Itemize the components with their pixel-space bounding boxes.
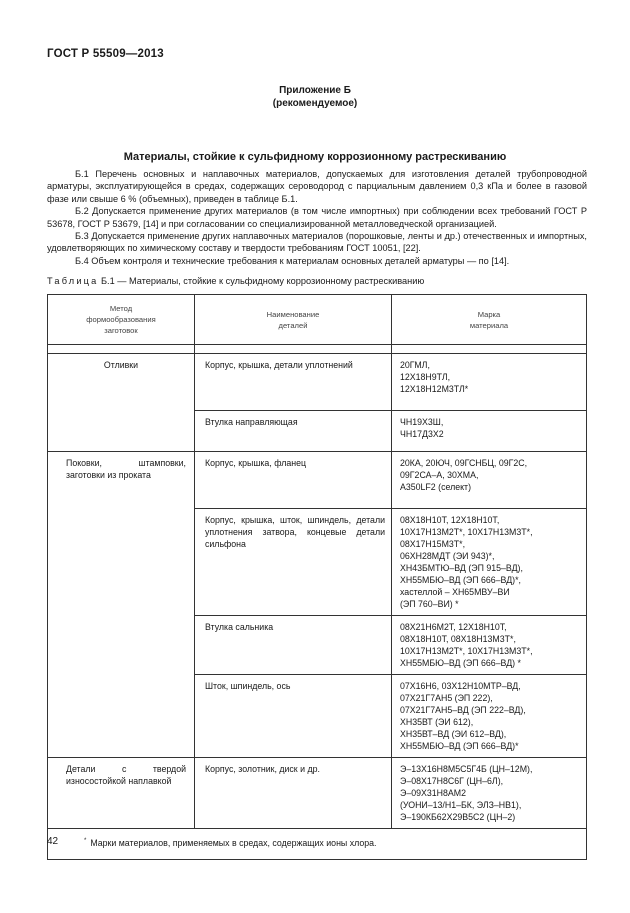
materials-cell: ЧН19Х3Ш, ЧН17Д3Х2 bbox=[392, 411, 587, 452]
paragraph-b1: Б.1 Перечень основных и наплавочных материалов, допускаемых для изготовления деталей трубопроводной арматуры, эксплуатирующейся в средах, содержащих сероводород с парциальным давлением 0,3 кПа и более в газовой фазе или свыше 6 % (объемных), приведен в таблице Б.1. bbox=[47, 169, 587, 204]
document-code: ГОСТ Р 55509—2013 bbox=[47, 48, 164, 60]
part-cell: Втулка сальника bbox=[195, 616, 392, 675]
materials-cell: 08Х21Н6М2Т, 12Х18Н10Т, 08Х18Н10Т, 08Х18Н13М3Т*, 10Х17Н13М2Т*, 10Х17Н13М3Т*, ХН55МБЮ–ВД (ЭП 666–ВД) * bbox=[392, 616, 587, 675]
table-row bbox=[48, 354, 587, 411]
body-text bbox=[47, 168, 587, 267]
part-cell: Корпус, крышка, фланец bbox=[195, 452, 392, 509]
footnote bbox=[48, 829, 587, 860]
paragraph-b4: Б.4 Объем контроля и технические требования к материалам основных деталей арматуры — по [14]. bbox=[75, 255, 510, 266]
materials-cell: 07Х16Н6, 03Х12Н10МТР–ВД, 07Х21Г7АН5 (ЭП 222), 07Х21Г7АН5–ВД (ЭП 222–ВД), ХН35ВТ (ЭИ 612), ХН35ВТ–ВД (ЭИ 612–ВД), ХН55МБЮ–ВД (ЭП 666–ВД)* bbox=[392, 675, 587, 758]
part-cell: Корпус, золотник, диск и др. bbox=[195, 758, 392, 829]
section-title: Материалы, стойкие к сульфидному коррозионному растрескиванию bbox=[123, 151, 507, 163]
part-cell: Корпус, крышка, детали уплотнений bbox=[195, 354, 392, 411]
header-part-name: Наименование деталей bbox=[195, 295, 392, 345]
table-row bbox=[48, 452, 587, 509]
part-cell: Втулка направляющая bbox=[195, 411, 392, 452]
table-caption-text: Б.1 — Материалы, стойкие к сульфидному коррозионному растрескиванию bbox=[98, 276, 425, 286]
header-method: Метод формообразования заготовок bbox=[48, 295, 195, 345]
page-number: 42 bbox=[47, 836, 59, 847]
method-cell: Поковки, штамповки, заготовки из проката bbox=[48, 452, 195, 758]
materials-cell: 20КА, 20ЮЧ, 09ГСНБЦ, 09Г2С, 09Г2СА–А, 30ХМА, А350LF2 (селект) bbox=[392, 452, 587, 509]
table-header-row bbox=[48, 295, 587, 345]
materials-cell: Э–13Х16Н8М5С5Г4Б (ЦН–12М), Э–08Х17Н8С6Г (ЦН–6Л), Э–09Х31Н8АМ2 (УОНИ–13/Н1–БК, ЭЛЗ–НВ1), Э–190КБ62Х29В5С2 (ЦН–2) bbox=[392, 758, 587, 829]
table-caption-prefix: Таблица bbox=[47, 276, 99, 286]
materials-table bbox=[47, 294, 587, 860]
paragraph-b3: Б.3 Допускается применение других наплавочных материалов (порошковые, ленты и др.) отечественных и импортных, удовлетворяющих по химическому составу и твердости требованиям ГОСТ 10051, [22]. bbox=[47, 231, 587, 254]
method-cell: Отливки bbox=[48, 354, 195, 452]
materials-cell: 20ГМЛ, 12Х18Н9ТЛ, 12Х18Н12М3ТЛ* bbox=[392, 354, 587, 411]
footnote-mark: * bbox=[84, 838, 87, 844]
method-cell: Детали с твердой износостойкой наплавкой bbox=[48, 758, 195, 829]
table-row bbox=[48, 758, 587, 829]
paragraph-b2: Б.2 Допускается применение других материалов (в том числе импортных) при соблюдении всех требований ГОСТ Р 53678, ГОСТ Р 53679, [14] и при согласовании со специализированной металловедческой организацией. bbox=[47, 206, 587, 229]
part-cell: Шток, шпиндель, ось bbox=[195, 675, 392, 758]
header-material-grade: Марка материала bbox=[392, 295, 587, 345]
table-caption bbox=[47, 276, 424, 286]
materials-cell: 08Х18Н10Т, 12Х18Н10Т, 10Х17Н13М2Т*, 10Х17Н13М3Т*, 08Х17Н15М3Т*, 06ХН28МДТ (ЭИ 943)*, ХН43БМТЮ–ВД (ЭП 915–ВД), ХН55МБЮ–ВД (ЭП 666–ВД)*, хастеллой – ХН65МВУ–ВИ (ЭП 760–ВИ) * bbox=[392, 509, 587, 616]
appendix-title: Приложение Б bbox=[279, 85, 351, 96]
table-separator-row bbox=[48, 345, 587, 354]
part-cell: Корпус, крышка, шток, шпиндель, детали уплотнения затвора, концевые детали сильфона bbox=[195, 509, 392, 616]
footnote-text: Марки материалов, применяемых в средах, содержащих ионы хлора. bbox=[90, 837, 377, 848]
table-footnote-row bbox=[48, 829, 587, 860]
appendix-subtitle: (рекомендуемое) bbox=[272, 98, 358, 109]
